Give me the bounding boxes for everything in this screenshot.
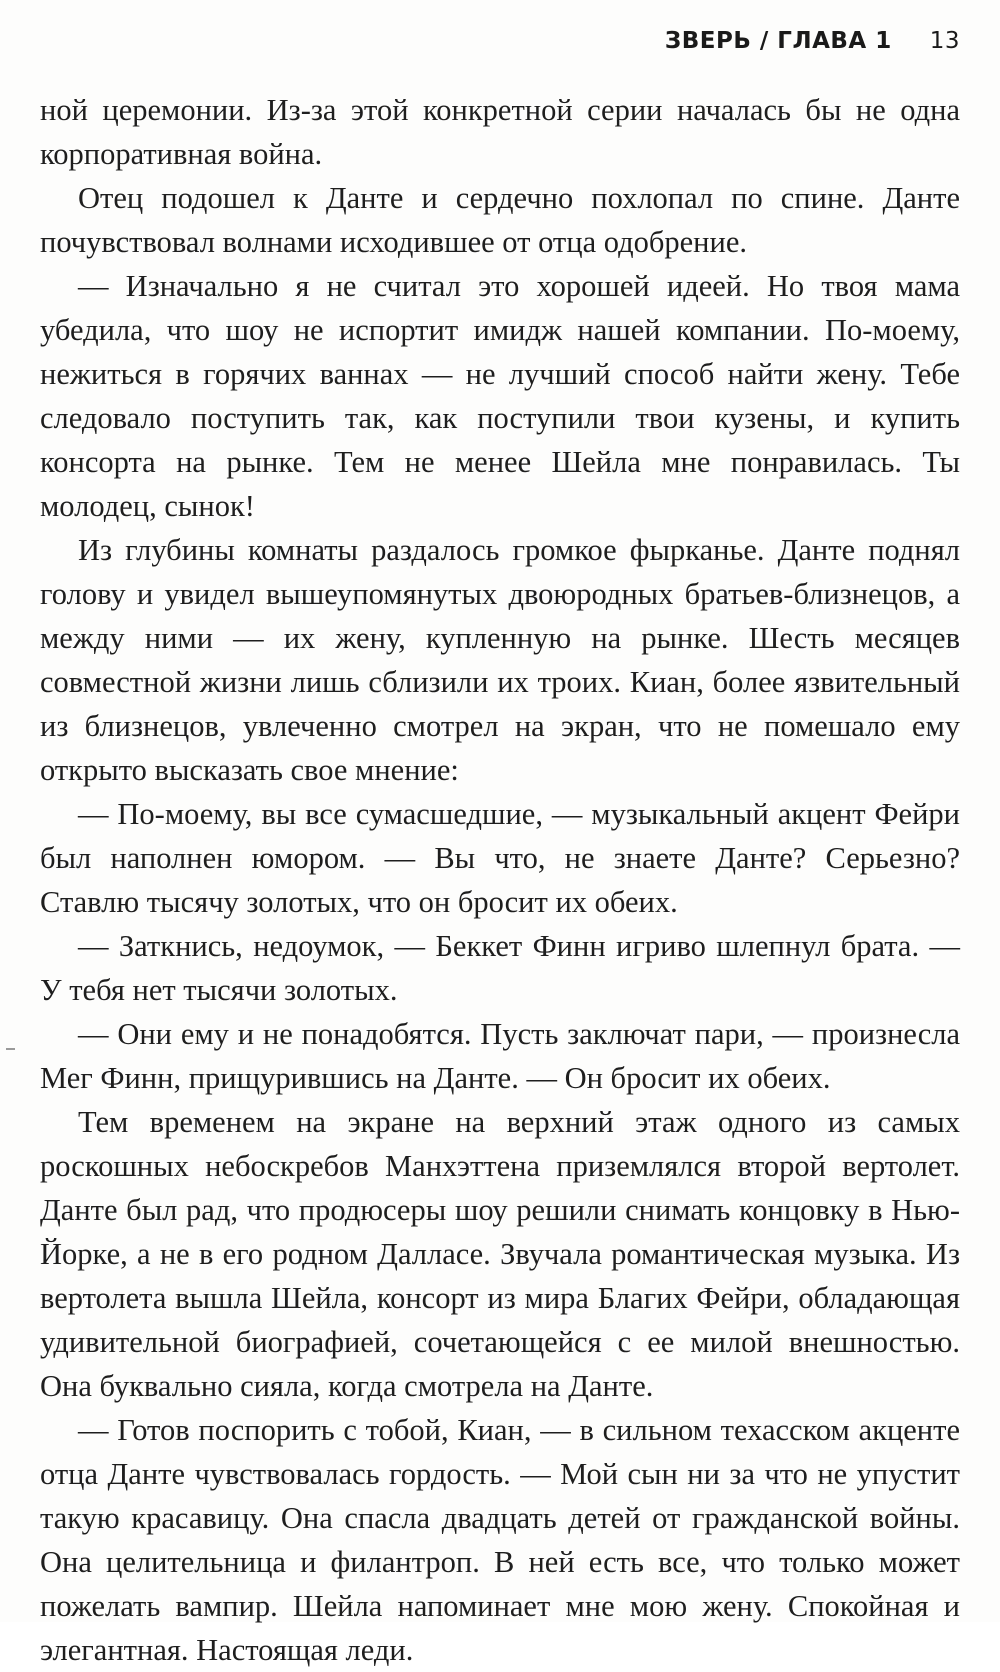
page-number: 13 [929,28,960,54]
paragraph: Тем временем на экране на верхний этаж одного из самых роскошных небоскребов Манхэттена приземлялся второй вертолет. Данте был рад, что продюсеры шоу решили снимать концовку в Нью-Йорке, а не в его родном Далласе. Звучала романтическая музыка. Из вертолета вышла Шейла, консорт из мира Благих Фейри, обладающая удивительной биографией, сочетающейся с ее милой внешностью. Она буквально сияла, когда смотрела на Данте. [40,1105,960,1403]
running-header [665,28,960,54]
paragraph: Из глубины комнаты раздалось громкое фырканье. Данте поднял голову и увидел вышеупомянутых двоюродных братьев-близнецов, а между ними — их жену, купленную на рынке. Шесть месяцев совместной жизни лишь сблизили их троих. Киан, более язвительный из близнецов, увлеченно смотрел на экран, что не помешало ему открыто высказать свое мнение: [40,533,960,787]
margin-mark [6,1048,15,1050]
dialogue-paragraph: — Заткнись, недоумок, — Беккет Финн игриво шлепнул брата. — У тебя нет тысячи золотых. [40,929,960,1007]
running-title: ЗВЕРЬ / ГЛАВА 1 [664,28,892,54]
dialogue-paragraph: — По-моему, вы все сумасшедшие, — музыкальный акцент Фейри был наполнен юмором. — Вы что, не знаете Данте? Серьезно? Ставлю тысячу золотых, что он бросит их обеих. [40,797,960,919]
dialogue-paragraph: — Они ему и не понадобятся. Пусть заключат пари, — произнесла Мег Финн, прищурившись на Данте. — Он бросит их обеих. [40,1017,960,1095]
dialogue-paragraph: — Изначально я не считал это хорошей идеей. Но твоя мама убедила, что шоу не испортит имидж нашей компании. По-моему, нежиться в горячих ваннах — не лучший способ найти жену. Тебе следовало поступить так, как поступили твои кузены, и купить консорта на рынке. Тем не менее Шейла мне понравилась. Ты молодец, сынок! [40,269,960,523]
dialogue-paragraph: — Готов поспорить с тобой, Киан, — в сильном техасском акценте отца Данте чувствовалась гордость. — Мой сын ни за что не упустит такую красавицу. Она спасла двадцать детей от гражданской войны. Она целительница и филантроп. В ней есть все, что только может пожелать вампир. Шейла напоминает мне мою жену. Спокойная и элегантная. Настоящая леди. [40,1413,960,1667]
paragraph: Отец подошел к Данте и сердечно похлопал по спине. Данте почувствовал волнами исходившее от отца одобрение. [40,181,960,259]
body-text [40,88,960,1672]
paragraph-continued: ной церемонии. Из-за этой конкретной серии началась бы не одна корпоративная война. [40,93,960,171]
